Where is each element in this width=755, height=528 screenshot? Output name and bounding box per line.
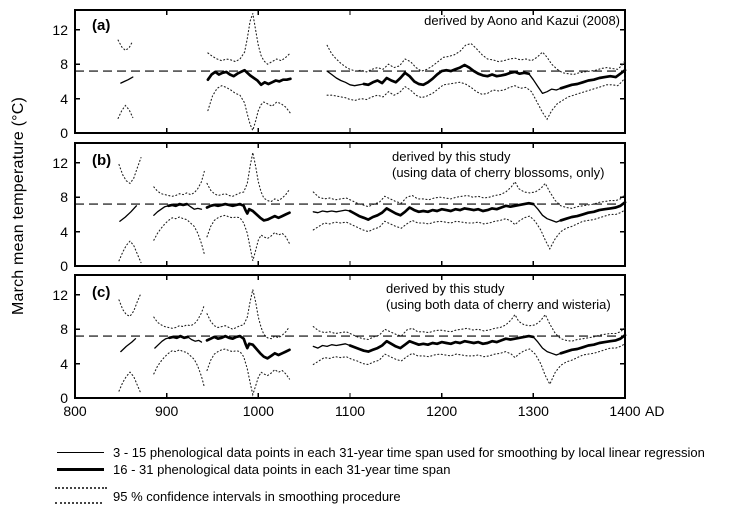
y-axis-title: March mean temperature (°C) — [10, 96, 27, 316]
y-tick-label: 12 — [52, 286, 68, 303]
panel-c-main-curve-thin — [155, 338, 170, 348]
x-axis-unit-label: AD — [645, 403, 665, 419]
y-tick-label: 4 — [60, 223, 68, 240]
panel-a-ci-curve — [327, 44, 625, 75]
panel-c-main-curve-thin — [121, 339, 136, 352]
panel-b-annotation-line1: derived by this study — [392, 149, 511, 164]
y-tick-label: 12 — [52, 154, 68, 171]
panel-c-annotation-line1: derived by this study — [386, 281, 505, 296]
panel-b-main-curve-thin — [154, 206, 169, 216]
panel-c-ci-curve — [119, 293, 141, 316]
panel-b-main-curve-thin — [120, 206, 136, 222]
panel-b-ci-curve — [119, 241, 141, 263]
panel-b-main-curve-thin — [313, 210, 350, 213]
panel-c-main-curve-thick — [561, 335, 625, 353]
panel-a-main-curve-thin — [121, 77, 133, 83]
panel-b-main-curve-thin — [533, 204, 561, 222]
panel-c-ci-curve — [154, 350, 205, 387]
y-tick-label: 8 — [60, 189, 68, 206]
panel-c-annotation — [386, 281, 611, 313]
x-tick-label: 1400 — [609, 403, 641, 419]
y-tick-label: 0 — [60, 258, 68, 274]
panel-a-ci-curve — [118, 106, 133, 119]
legend-thick-line-label: 16 - 31 phenological data points in each 31-year time span — [113, 462, 451, 477]
panel-c-ci-curve — [119, 372, 141, 394]
panel-b-ci-curve — [119, 158, 141, 184]
panel-b-annotation-line2: (using data of cherry blossoms, only) — [392, 165, 605, 180]
panel-c-main-curve-thick — [169, 336, 187, 338]
panel-c-letter: (c) — [92, 284, 111, 301]
x-tick-label: 1200 — [426, 403, 458, 419]
x-tick-label: 1000 — [242, 403, 274, 419]
panel-b-annotation — [392, 149, 604, 181]
panel-c-ci-curve — [313, 315, 625, 342]
x-tick-label: 1100 — [334, 403, 366, 419]
panel-b-main-curve-thin — [187, 204, 202, 209]
panel-c-ci-curve — [207, 290, 290, 339]
legend-ci-upper-swatch — [55, 487, 107, 489]
panel-a-ci-curve — [118, 40, 133, 50]
panel-c-annotation-line2: (using both data of cherry and wisteria) — [386, 297, 611, 312]
panel-b-ci-curve — [154, 217, 205, 254]
panel-c-main-curve-thick — [350, 336, 533, 352]
x-tick-label: 900 — [154, 403, 179, 419]
panel-a-ci-curve — [208, 13, 291, 64]
y-tick-label: 8 — [60, 56, 68, 73]
panel-a-ci-curve — [208, 86, 291, 131]
legend-thin-line-label: 3 - 15 phenological data points in each 31-year time span used for smoothing by local linear regression — [113, 445, 705, 460]
legend-ci-lower-swatch — [55, 502, 102, 504]
panel-c-main-curve-thin — [188, 337, 202, 342]
panel-c-main-curve-thin — [313, 344, 350, 348]
panel-b-ci-curve — [207, 215, 290, 260]
panel-a-main-curve-thick — [561, 70, 625, 88]
panel-c-main-curve-thick — [207, 336, 290, 358]
panel-c-main-curve-thin — [533, 337, 561, 355]
legend-thin-line-swatch — [57, 452, 104, 453]
y-tick-label: 0 — [60, 125, 68, 141]
panel-c-ci-curve — [154, 305, 205, 328]
panel-a-main-curve-thin — [327, 71, 364, 86]
panel-a-main-curve-thick — [208, 70, 291, 85]
legend-ci-label: 95 % confidence intervals in smoothing procedure — [113, 489, 401, 504]
panel-b-main-curve-thick — [561, 202, 625, 220]
panel-a-letter: (a) — [92, 17, 111, 34]
x-tick-label: 800 — [63, 403, 87, 419]
panel-b-main-curve-thick — [207, 204, 290, 220]
panel-b-main-curve-thick — [169, 204, 187, 206]
panel-b-ci-curve — [207, 153, 290, 202]
y-tick-label: 4 — [60, 90, 68, 107]
y-tick-label: 4 — [60, 355, 68, 372]
panel-a-main-curve-thick — [364, 65, 529, 85]
x-tick-label: 1300 — [517, 403, 549, 419]
panel-b-letter: (b) — [92, 152, 112, 169]
panel-b-ci-curve — [154, 171, 205, 196]
legend-thick-line-swatch — [57, 468, 104, 471]
y-tick-label: 0 — [60, 390, 68, 406]
y-tick-label: 12 — [52, 21, 68, 38]
y-tick-label: 8 — [60, 321, 68, 338]
panel-a-annotation: derived by Aono and Kazui (2008) — [424, 13, 620, 28]
panel-b-main-curve-thick — [350, 203, 533, 219]
panel-a-main-curve-thin — [529, 74, 561, 94]
